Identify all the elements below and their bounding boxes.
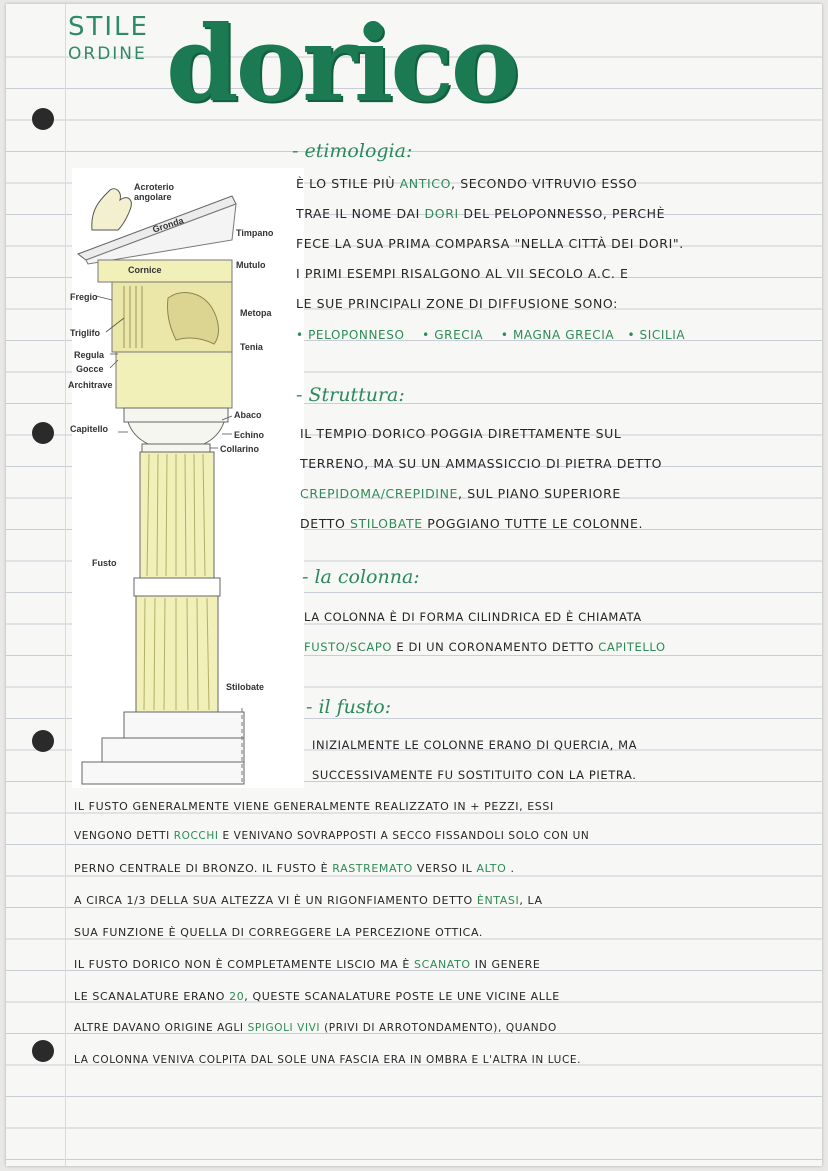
struttura-line-3: CREPIDOMA/CREPIDINE, SUL PIANO SUPERIORE bbox=[300, 486, 621, 501]
colonna-line-2: FUSTO/SCAPO E DI UN CORONAMENTO DETTO CAPITELLO bbox=[304, 640, 666, 654]
label-fusto: Fusto bbox=[92, 558, 117, 568]
title-dorico: dorico bbox=[166, 2, 518, 125]
label-metopa: Metopa bbox=[240, 308, 272, 318]
fusto-wide-line-4: A CIRCA 1/3 DELLA SUA ALTEZZA VI È UN RIGONFIAMENTO DETTO ÈNTASI, LA bbox=[74, 894, 543, 907]
binder-hole bbox=[32, 1040, 54, 1062]
label-regula: Regula bbox=[74, 350, 105, 360]
fusto-wide-line-1: IL FUSTO GENERALMENTE VIENE GENERALMENTE REALIZZATO IN + PEZZI, ESSI bbox=[74, 800, 554, 813]
etimologia-line-2: TRAE IL NOME DAI DORI DEL PELOPONNESSO, PERCHÈ bbox=[296, 206, 666, 221]
etimologia-line-3: FECE LA SUA PRIMA COMPARSA "NELLA CITTÀ DEI DORI". bbox=[296, 236, 684, 251]
label-stilobate: Stilobate bbox=[226, 682, 265, 692]
region-grecia: • GRECIA bbox=[422, 328, 484, 342]
label-fregio: Fregio bbox=[70, 292, 98, 302]
binder-hole bbox=[32, 108, 54, 130]
etimologia-line-5: LE SUE PRINCIPALI ZONE DI DIFFUSIONE SONO: bbox=[296, 296, 618, 311]
fusto-wide-line-3: PERNO CENTRALE DI BRONZO. IL FUSTO È RASTREMATO VERSO IL ALTO . bbox=[74, 862, 515, 875]
label-tenia: Tenia bbox=[240, 342, 263, 352]
fusto-wide-line-2: VENGONO DETTI ROCCHI E VENIVANO SOVRAPPOSTI A SECCO FISSANDOLI SOLO CON UN bbox=[74, 830, 590, 842]
label-abaco: Abaco bbox=[234, 410, 262, 420]
fusto-wide-line-6: IL FUSTO DORICO NON È COMPLETAMENTE LISCIO MA È SCANATO IN GENERE bbox=[74, 958, 541, 971]
etimologia-line-1: È LO STILE PIÙ ANTICO, SECONDO VITRUVIO ESSO bbox=[296, 176, 638, 191]
label-collarino: Collarino bbox=[220, 444, 260, 454]
label-angolare: angolare bbox=[134, 192, 172, 202]
region-sicilia: • SICILIA bbox=[627, 328, 686, 342]
heading-fusto: - il fusto: bbox=[306, 696, 392, 718]
fusto-wide-line-9: LA COLONNA VENIVA COLPITA DAL SOLE UNA FASCIA ERA IN OMBRA E L'ALTRA IN LUCE. bbox=[74, 1054, 582, 1066]
label-capitello: Capitello bbox=[70, 424, 109, 434]
label-acroterio: Acroterio bbox=[134, 182, 175, 192]
label-gocce: Gocce bbox=[76, 364, 104, 374]
struttura-line-2: TERRENO, MA SU UN AMMASSICCIO DI PIETRA DETTO bbox=[300, 456, 663, 471]
fusto-wide-line-7: LE SCANALATURE ERANO 20, QUESTE SCANALATURE POSTE LE UNE VICINE ALLE bbox=[74, 990, 560, 1003]
label-mutulo: Mutulo bbox=[236, 260, 266, 270]
etimologia-line-4: I PRIMI ESEMPI RISALGONO AL VII SECOLO A.C. E bbox=[296, 266, 629, 281]
fusto-wide-line-5: SUA FUNZIONE È QUELLA DI CORREGGERE LA PERCEZIONE OTTICA. bbox=[74, 926, 483, 939]
region-peloponneso: • PELOPONNESO bbox=[296, 328, 405, 342]
label-timpano: Timpano bbox=[236, 228, 274, 238]
fusto-wide-line-8: ALTRE DAVANO ORIGINE AGLI SPIGOLI VIVI (PRIVI DI ARROTONDAMENTO), QUANDO bbox=[74, 1022, 557, 1034]
colonna-line-1: LA COLONNA È DI FORMA CILINDRICA ED È CHIAMATA bbox=[304, 610, 642, 624]
region-list bbox=[296, 328, 685, 342]
column-illustration bbox=[72, 168, 304, 788]
title-stile: STILE bbox=[68, 12, 149, 42]
binder-hole bbox=[32, 422, 54, 444]
binder-hole bbox=[32, 730, 54, 752]
region-magna-grecia: • MAGNA GRECIA bbox=[500, 328, 615, 342]
margin-line bbox=[65, 4, 66, 1166]
label-gronda: Gronda bbox=[151, 215, 185, 235]
heading-etimologia: - etimologia: bbox=[292, 140, 413, 162]
label-cornice: Cornice bbox=[128, 265, 162, 275]
struttura-line-4: DETTO STILOBATE POGGIANO TUTTE LE COLONNE. bbox=[300, 516, 644, 531]
label-triglifo: Triglifo bbox=[70, 328, 100, 338]
fusto-line-2: SUCCESSIVAMENTE FU SOSTITUITO CON LA PIETRA. bbox=[312, 768, 637, 782]
fusto-line-1: INIZIALMENTE LE COLONNE ERANO DI QUERCIA, MA bbox=[312, 738, 638, 752]
title-ordine: ORDINE bbox=[68, 44, 147, 64]
heading-struttura: - Struttura: bbox=[296, 384, 405, 406]
struttura-line-1: IL TEMPIO DORICO POGGIA DIRETTAMENTE SUL bbox=[300, 426, 622, 441]
doric-column-diagram bbox=[68, 168, 304, 788]
label-architrave: Architrave bbox=[68, 380, 113, 390]
heading-colonna: - la colonna: bbox=[302, 566, 420, 588]
label-echino: Echino bbox=[234, 430, 265, 440]
